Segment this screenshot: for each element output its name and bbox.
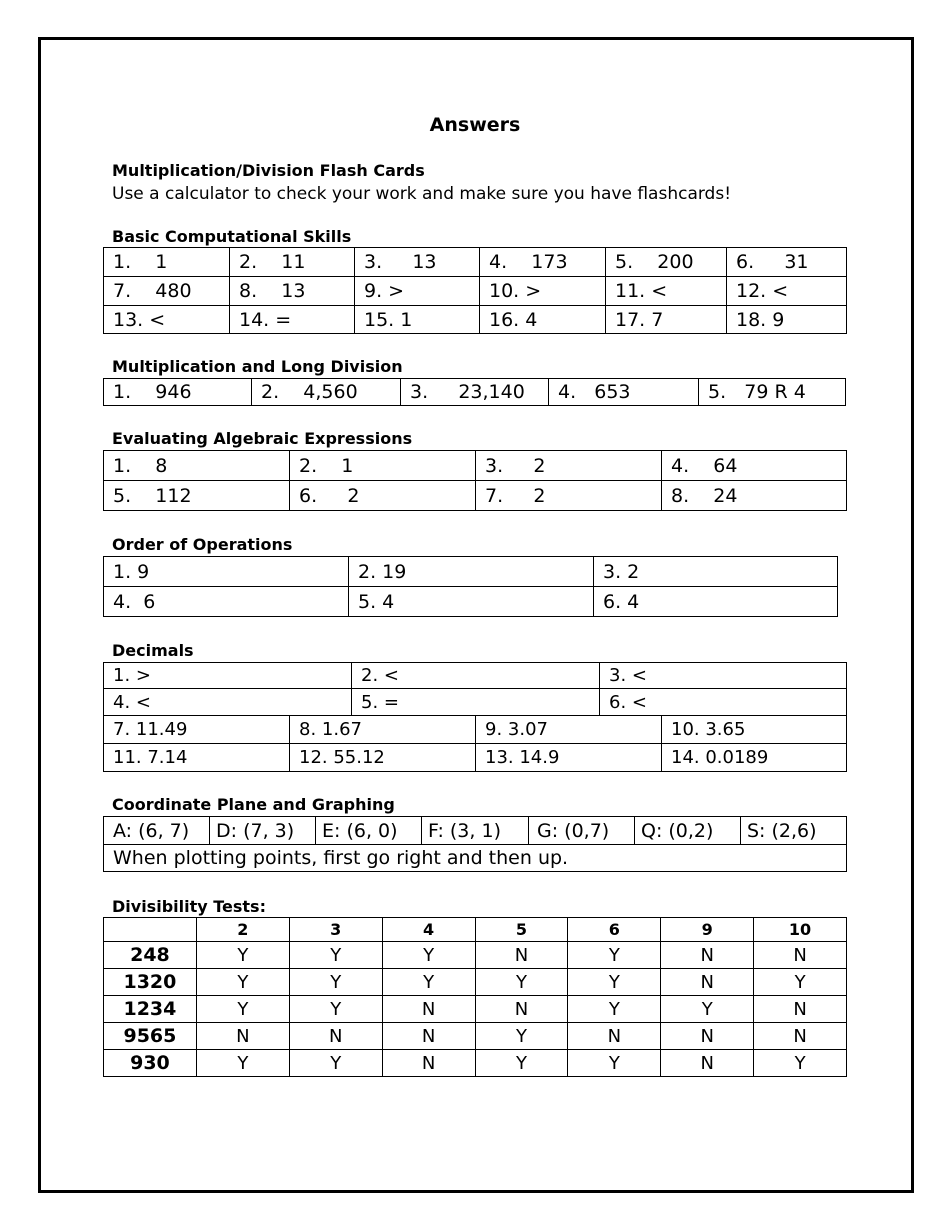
answer-cell: 7. 480 (104, 277, 230, 305)
answer-cell: 2. 19 (349, 557, 594, 586)
column-header: 5 (475, 918, 568, 942)
table-row (104, 481, 846, 510)
answer-cell: 3. 23,140 (401, 379, 549, 405)
answer-cell: F: (3, 1) (422, 817, 529, 844)
table-cell: N (382, 996, 475, 1023)
table-row (104, 451, 846, 481)
answer-cell: 7. 2 (476, 481, 662, 510)
answer-cell: 2. 11 (230, 248, 355, 276)
table-row (104, 969, 847, 996)
answer-cell: 13. < (104, 306, 230, 333)
table-cell: Y (568, 1050, 661, 1077)
table-cell: Y (754, 1050, 847, 1077)
answer-cell: 14. = (230, 306, 355, 333)
table-row (104, 379, 845, 405)
table-cell: N (754, 942, 847, 969)
answer-cell: 18. 9 (736, 308, 785, 331)
table-cell: Y (475, 1023, 568, 1050)
answer-cell: 1. 946 (104, 379, 252, 405)
order-operations-table (103, 556, 838, 617)
table-row (104, 306, 846, 333)
algebra-heading: Evaluating Algebraic Expressions (112, 429, 413, 448)
column-header: 2 (196, 918, 289, 942)
column-header: 3 (289, 918, 382, 942)
row-header: 248 (104, 942, 197, 969)
row-header: 930 (104, 1050, 197, 1077)
answer-cell: S: (2,6) (747, 819, 817, 842)
answer-cell: Q: (0,2) (635, 817, 741, 844)
table-cell: Y (661, 996, 754, 1023)
table-cell: N (661, 1023, 754, 1050)
table-cell: N (382, 1050, 475, 1077)
divisibility-table (103, 917, 847, 1077)
graphing-note: When plotting points, first go right and then up. (113, 847, 569, 869)
answer-cell: 8. 1.67 (290, 716, 476, 743)
answer-cell: D: (7, 3) (210, 817, 316, 844)
table-row (104, 845, 846, 871)
answer-cell: 15. 1 (355, 306, 480, 333)
table-cell: Y (289, 942, 382, 969)
divisibility-heading: Divisibility Tests: (112, 897, 266, 916)
answer-cell: 5. = (352, 689, 600, 715)
decimals-table (103, 662, 847, 772)
answer-cell: 8. 24 (671, 484, 738, 507)
table-row (104, 587, 837, 616)
answer-cell: 13. 14.9 (476, 744, 662, 771)
answer-cell: 9. > (355, 277, 480, 305)
table-cell: Y (289, 996, 382, 1023)
table-cell: N (475, 996, 568, 1023)
table-cell: Y (289, 969, 382, 996)
answer-cell: 1. > (104, 663, 352, 688)
basic-skills-heading: Basic Computational Skills (112, 227, 352, 246)
flash-cards-heading: Multiplication/Division Flash Cards (112, 161, 425, 180)
column-header: 4 (382, 918, 475, 942)
row-header: 9565 (104, 1023, 197, 1050)
answer-cell: 4. 64 (671, 454, 738, 477)
answer-cell: 6. 2 (290, 481, 476, 510)
table-row (104, 1023, 847, 1050)
table-cell: Y (196, 1050, 289, 1077)
answer-cell: 5. 79 R 4 (708, 381, 806, 403)
answer-cell: 5. 4 (349, 587, 594, 616)
table-cell: N (475, 942, 568, 969)
column-header (104, 918, 197, 942)
table-cell: Y (382, 969, 475, 996)
answer-cell: 6. 4 (603, 590, 640, 613)
answer-cell: 6. < (609, 691, 647, 713)
answer-cell: 4. 6 (104, 587, 349, 616)
column-header: 10 (754, 918, 847, 942)
table-cell: N (568, 1023, 661, 1050)
answer-cell: 11. < (606, 277, 727, 305)
column-header: 6 (568, 918, 661, 942)
answer-cell: 10. 3.65 (671, 719, 746, 740)
table-cell: N (661, 1050, 754, 1077)
row-header: 1320 (104, 969, 197, 996)
answer-cell: G: (0,7) (529, 817, 635, 844)
table-row (104, 557, 837, 587)
answer-cell: 3. < (609, 665, 647, 686)
answer-cell: 11. 7.14 (104, 744, 290, 771)
table-cell: Y (196, 942, 289, 969)
table-cell: Y (382, 942, 475, 969)
long-division-heading: Multiplication and Long Division (112, 357, 403, 376)
table-row (104, 744, 846, 771)
table-cell: N (661, 942, 754, 969)
answer-cell: 5. 200 (606, 248, 727, 276)
table-row (104, 942, 847, 969)
basic-skills-table (103, 247, 847, 334)
coordinate-heading: Coordinate Plane and Graphing (112, 795, 395, 814)
order-operations-heading: Order of Operations (112, 535, 293, 554)
answer-cell: 2. 4,560 (252, 379, 401, 405)
table-row (104, 689, 846, 716)
table-cell: N (754, 996, 847, 1023)
table-header-row (104, 918, 847, 942)
table-row (104, 663, 846, 689)
answer-cell: 4. < (104, 689, 352, 715)
table-cell: Y (475, 969, 568, 996)
answer-cell: 2. 1 (290, 451, 476, 480)
answer-cell: 4. 653 (549, 379, 699, 405)
answer-cell: 9. 3.07 (476, 716, 662, 743)
table-cell: N (661, 969, 754, 996)
answer-cell: 7. 11.49 (104, 716, 290, 743)
table-cell: Y (568, 996, 661, 1023)
table-cell: N (754, 1023, 847, 1050)
answer-cell: 12. < (736, 280, 789, 302)
algebra-table (103, 450, 847, 511)
answer-cell: 2. < (352, 663, 600, 688)
answer-cell: 16. 4 (480, 306, 606, 333)
answer-cell: 4. 173 (480, 248, 606, 276)
table-cell: N (382, 1023, 475, 1050)
column-header: 9 (661, 918, 754, 942)
table-cell: N (289, 1023, 382, 1050)
answer-cell: 3. 2 (603, 560, 640, 583)
answer-cell: 10. > (480, 277, 606, 305)
answer-cell: 5. 112 (104, 481, 290, 510)
table-row (104, 817, 846, 845)
answer-cell: E: (6, 0) (316, 817, 422, 844)
table-cell: Y (568, 969, 661, 996)
row-header: 1234 (104, 996, 197, 1023)
answer-cell: 17. 7 (606, 306, 727, 333)
table-row (104, 996, 847, 1023)
table-cell: Y (568, 942, 661, 969)
answer-cell: 3. 2 (476, 451, 662, 480)
coordinate-table (103, 816, 847, 872)
table-row (104, 716, 846, 744)
table-row (104, 248, 846, 277)
decimals-heading: Decimals (112, 641, 194, 660)
answer-cell: 8. 13 (230, 277, 355, 305)
answer-cell: 1. 9 (104, 557, 349, 586)
table-cell: Y (196, 996, 289, 1023)
table-cell: Y (289, 1050, 382, 1077)
table-cell: Y (475, 1050, 568, 1077)
table-cell: Y (196, 969, 289, 996)
page-title: Answers (429, 114, 521, 136)
answer-cell: 1. 8 (104, 451, 290, 480)
answer-cell: A: (6, 7) (104, 817, 210, 844)
answer-cell: 1. 1 (104, 248, 230, 276)
answer-cell: 3. 13 (355, 248, 480, 276)
table-row (104, 1050, 847, 1077)
answer-cell: 14. 0.0189 (671, 747, 769, 768)
table-row (104, 277, 846, 306)
answer-cell: 12. 55.12 (290, 744, 476, 771)
table-cell: Y (754, 969, 847, 996)
long-division-table (103, 378, 846, 406)
flash-cards-text: Use a calculator to check your work and make sure you have flashcards! (112, 184, 732, 204)
answer-cell: 6. 31 (736, 251, 809, 273)
table-cell: N (196, 1023, 289, 1050)
